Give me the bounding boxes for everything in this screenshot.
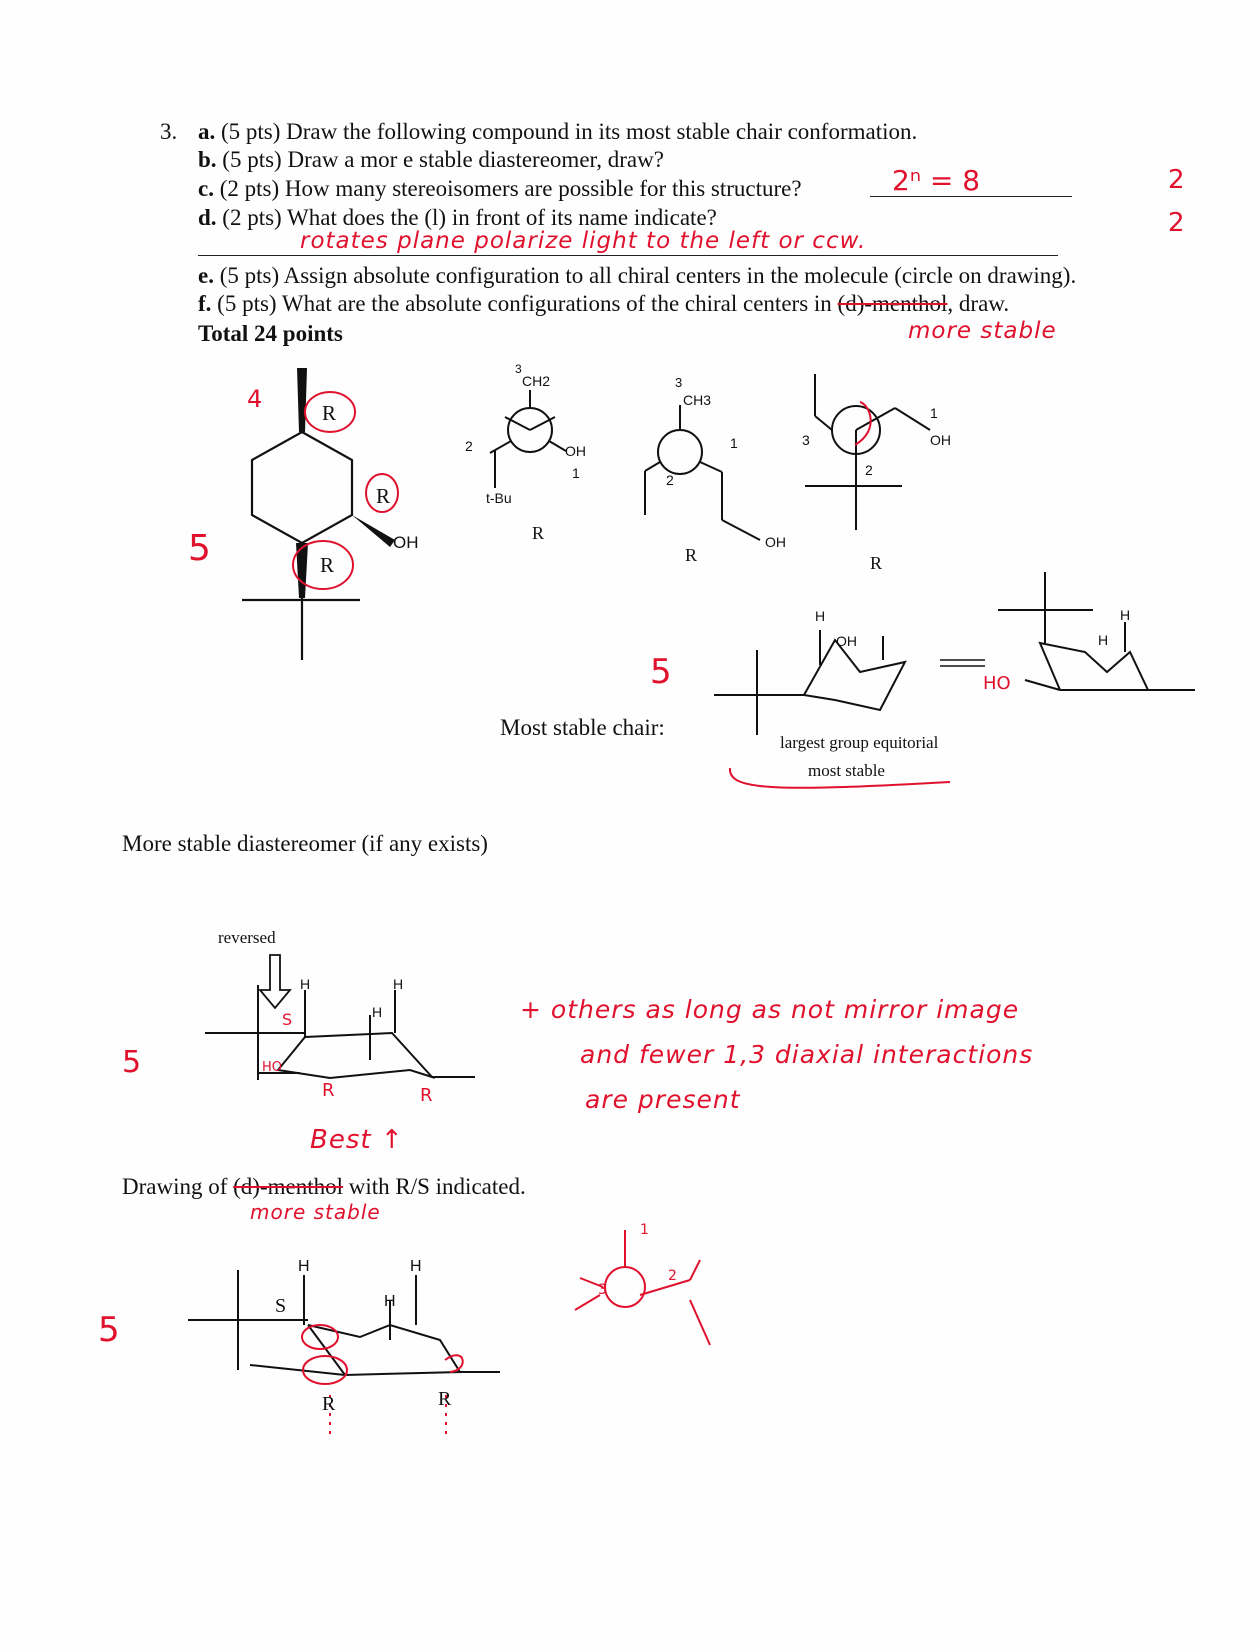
label-r-top: R — [322, 401, 337, 425]
others-note-1: + others as long as not mirror image — [520, 995, 1020, 1024]
menthol-red-marks — [302, 1325, 463, 1440]
answer-d: rotates plane polarize light to the left or ccw. — [300, 228, 867, 254]
struck-d-menthol: (d)-menthol — [837, 291, 948, 316]
part-b-label: b. — [198, 147, 217, 172]
red-newman-sketch — [575, 1230, 710, 1345]
diastereomer-chair — [205, 985, 475, 1080]
n2-oh: OH — [765, 534, 786, 550]
part-c-label: c. — [198, 176, 214, 201]
menthol-r1: R — [322, 1393, 336, 1415]
menthol-strike: (d)-menthol — [233, 1174, 343, 1199]
menthol-h3: H — [384, 1293, 396, 1310]
dia-h3: H — [372, 1004, 383, 1020]
others-note-3: are present — [585, 1085, 741, 1114]
n1-oh: OH — [565, 443, 586, 459]
reversed-label: reversed — [218, 928, 276, 947]
score-diastereomer: 5 — [122, 1045, 142, 1080]
score-c: 2 — [1168, 165, 1185, 195]
dia-h1: H — [300, 976, 311, 992]
chair-left — [714, 630, 905, 735]
part-e-text: (5 pts) Assign absolute configuration to all chiral centers in the molecule (circle on drawing). — [219, 263, 1077, 288]
part-e-label: e. — [198, 263, 214, 288]
newman-projection-1 — [490, 390, 566, 488]
n2-1: 1 — [730, 435, 738, 451]
chair-right — [998, 572, 1195, 690]
n1-2: 2 — [465, 438, 473, 454]
most-stable-chair-label: Most stable chair: — [500, 715, 665, 740]
part-d-text: (2 pts) What does the (l) in front of its name indicate? — [222, 205, 717, 230]
score-menthol: 5 — [98, 1310, 120, 1350]
chair-h1: H — [815, 608, 826, 624]
chair-h2: H — [1098, 632, 1109, 648]
chair-h3: H — [1120, 607, 1131, 623]
part-f-text: (5 pts) What are the absolute configurations of the chiral centers in — [217, 291, 832, 316]
sketch-2: 2 — [668, 1268, 677, 1284]
most-stable-note: most stable — [808, 761, 885, 780]
dia-ho: HO — [262, 1060, 283, 1075]
total-points: Total 24 points — [198, 321, 343, 346]
n2-2: 2 — [666, 472, 674, 488]
diastereomer-heading: More stable diastereomer (if any exists) — [122, 831, 488, 856]
more-stable-note-1: more stable — [908, 318, 1057, 344]
red-number-4: 4 — [247, 385, 263, 413]
label-r-mid: R — [376, 484, 391, 508]
chair-oh: OH — [836, 633, 857, 649]
others-note-2: and fewer 1,3 diaxial interactions — [580, 1040, 1034, 1069]
sketch-1: 1 — [640, 1222, 649, 1238]
n1-tbu: t-Bu — [486, 490, 512, 506]
best-note: Best ↑ — [310, 1125, 404, 1155]
answer-c: 2ⁿ = 8 — [892, 164, 981, 197]
n2-ch3: CH3 — [683, 392, 712, 408]
n1-1: 1 — [572, 465, 580, 481]
newman-projection-3 — [805, 374, 930, 530]
part-d-label: d. — [198, 205, 217, 230]
dia-h2: H — [393, 976, 404, 992]
n1-ch2: CH2 — [522, 373, 551, 389]
label-r-bottom: R — [320, 553, 335, 577]
wedge-oh — [352, 515, 395, 547]
label-oh: OH — [393, 533, 419, 552]
part-c-text: (2 pts) How many stereoisomers are possible for this structure? — [219, 176, 802, 201]
chair-ho: HO — [983, 673, 1011, 694]
n3-oh: OH — [930, 432, 951, 448]
menthol-r2: R — [438, 1388, 452, 1410]
n1-r: R — [532, 523, 545, 543]
n3-3: 3 — [802, 432, 810, 448]
menthol-heading — [122, 1173, 526, 1200]
dia-s: S — [282, 1010, 293, 1029]
more-stable-note-2: more stable — [250, 1200, 381, 1224]
dia-r2: R — [420, 1085, 433, 1106]
n3-r: R — [870, 553, 883, 573]
menthol-h2: H — [410, 1258, 422, 1275]
score-chair: 5 — [650, 652, 672, 692]
menthol-heading-start: Drawing of — [122, 1174, 228, 1199]
menthol-h1: H — [298, 1258, 310, 1275]
part-f-text-end: , draw. — [947, 291, 1010, 316]
equilibrium-arrows — [940, 660, 985, 666]
sketch-3: 3 — [598, 1282, 607, 1298]
newman-projection-2 — [645, 405, 760, 540]
largest-group-note: largest group equitorial — [780, 733, 939, 752]
part-a-text: (5 pts) Draw the following compound in its most stable chair conformation. — [221, 119, 918, 144]
n3-1: 1 — [930, 405, 938, 421]
part-f-label: f. — [198, 291, 212, 316]
menthol-heading-end: with R/S indicated. — [348, 1174, 526, 1199]
wedge-top — [297, 368, 307, 432]
score-structure: 5 — [188, 528, 211, 569]
dia-r1: R — [322, 1080, 335, 1101]
n1-3: 3 — [515, 362, 522, 376]
reversed-arrow — [260, 955, 290, 1008]
n3-2: 2 — [865, 462, 873, 478]
question-number: 3. — [160, 119, 178, 144]
n2-3: 3 — [675, 375, 683, 390]
menthol-s: S — [275, 1295, 287, 1317]
n2-r: R — [685, 545, 698, 565]
menthol-chair — [188, 1270, 500, 1375]
part-b-text: (5 pts) Draw a mor e stable diastereomer, draw? — [222, 147, 664, 172]
score-d: 2 — [1168, 208, 1185, 238]
part-a-label: a. — [198, 119, 216, 144]
